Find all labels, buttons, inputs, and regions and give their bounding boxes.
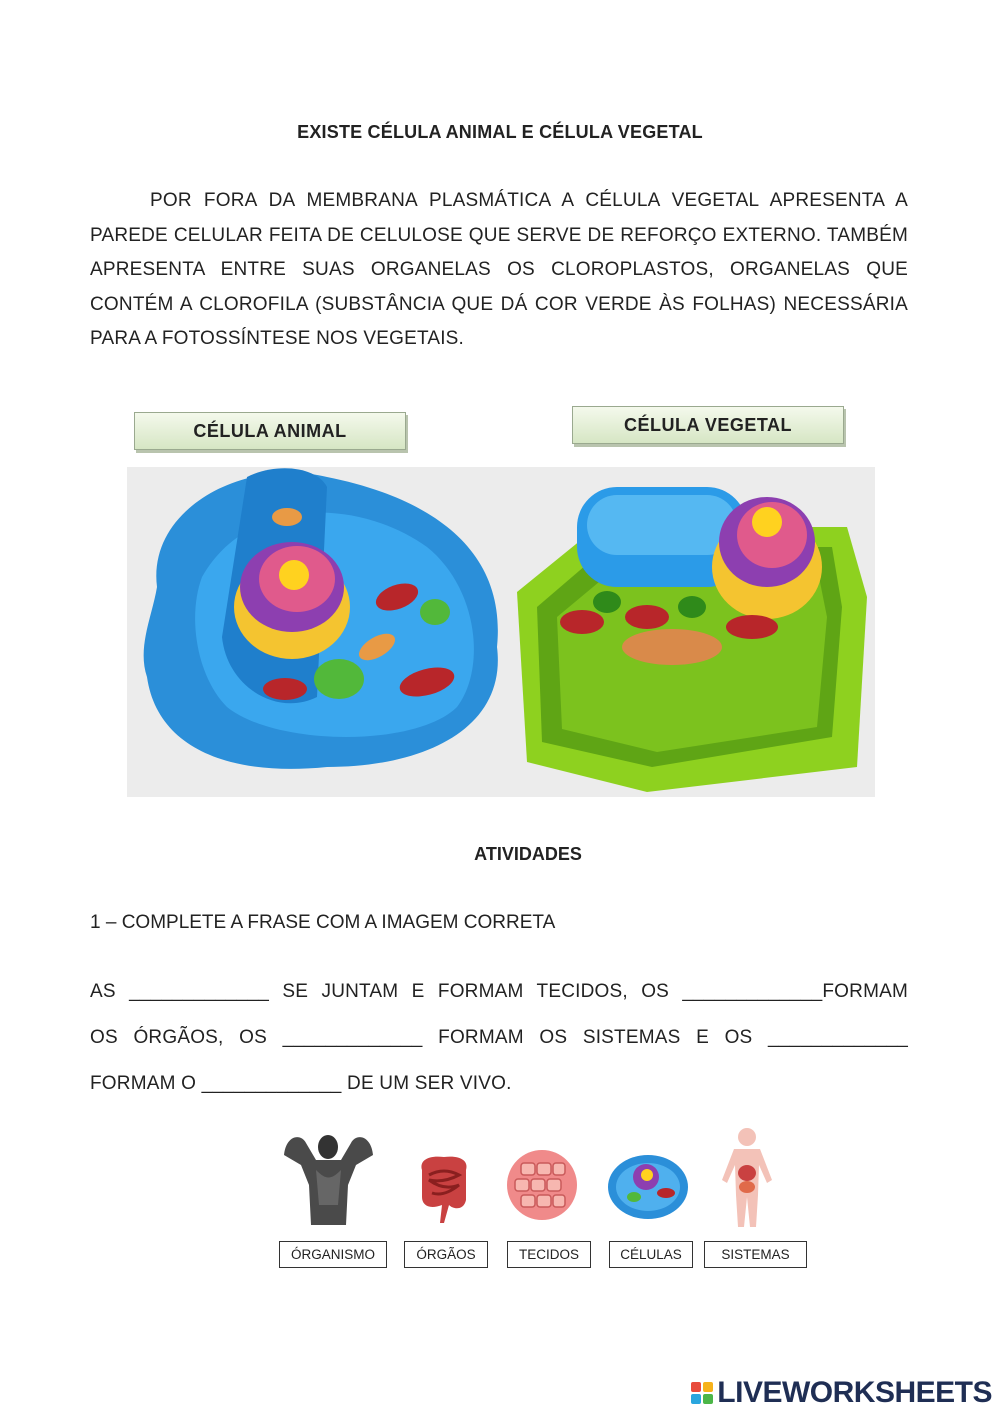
label-plant-cell: CÉLULA VEGETAL bbox=[572, 406, 844, 444]
plant-cell-image bbox=[517, 487, 867, 792]
question-1: 1 – COMPLETE A FRASE COM A IMAGEM CORRETA bbox=[90, 912, 556, 933]
option-organs[interactable]: ÓRGÃOS bbox=[404, 1241, 488, 1268]
option-tissues[interactable]: TECIDOS bbox=[507, 1241, 591, 1268]
intro-paragraph: POR FORA DA MEMBRANA PLASMÁTICA A CÉLULA VEGETAL APRESENTA A PAREDE CELULAR FEITA DE CELULOSE QUE SERVE DE REFORÇO EXTERNO. TAMBÉM APRESENTA ENTRE SUAS ORGANELAS OS CLOROPLASTOS, ORGANELAS QUE CONTÉM A CLOROFILA (SUBSTÂNCIA QUE DÁ COR VERDE ÀS FOLHAS) NECESSÁRIA PARA A FOTOSSÍNTESE NOS VEGETAIS. bbox=[90, 190, 908, 349]
cells-image[interactable] bbox=[606, 1125, 691, 1230]
organism-image[interactable] bbox=[276, 1125, 381, 1230]
label-animal-cell: CÉLULA ANIMAL bbox=[134, 412, 406, 450]
fill-line-2: OS ÓRGÃOS, OS _____________ FORMAM OS SISTEMAS E OS _____________ bbox=[90, 1027, 908, 1048]
option-systems[interactable]: SISTEMAS bbox=[704, 1241, 807, 1268]
fill-line-1: AS _____________ SE JUNTAM E FORMAM TECIDOS, OS _____________FORMAM bbox=[90, 981, 908, 1002]
systems-image[interactable] bbox=[712, 1125, 782, 1230]
fill-line-3: FORMAM O _____________ DE UM SER VIVO. bbox=[90, 1073, 512, 1094]
option-cells[interactable]: CÉLULAS bbox=[609, 1241, 693, 1268]
option-organism[interactable]: ÓRGANISMO bbox=[279, 1241, 387, 1268]
logo-icon bbox=[691, 1382, 713, 1404]
cells-illustration bbox=[127, 467, 875, 797]
animal-cell-image bbox=[144, 468, 498, 769]
page-title: EXISTE CÉLULA ANIMAL E CÉLULA VEGETAL bbox=[297, 122, 703, 142]
tissues-image[interactable] bbox=[505, 1125, 580, 1230]
liveworksheets-logo bbox=[691, 1376, 992, 1410]
organs-image[interactable] bbox=[414, 1125, 474, 1230]
logo-text: LIVEWORKSHEETS bbox=[717, 1376, 992, 1409]
activities-heading: ATIVIDADES bbox=[474, 844, 582, 864]
